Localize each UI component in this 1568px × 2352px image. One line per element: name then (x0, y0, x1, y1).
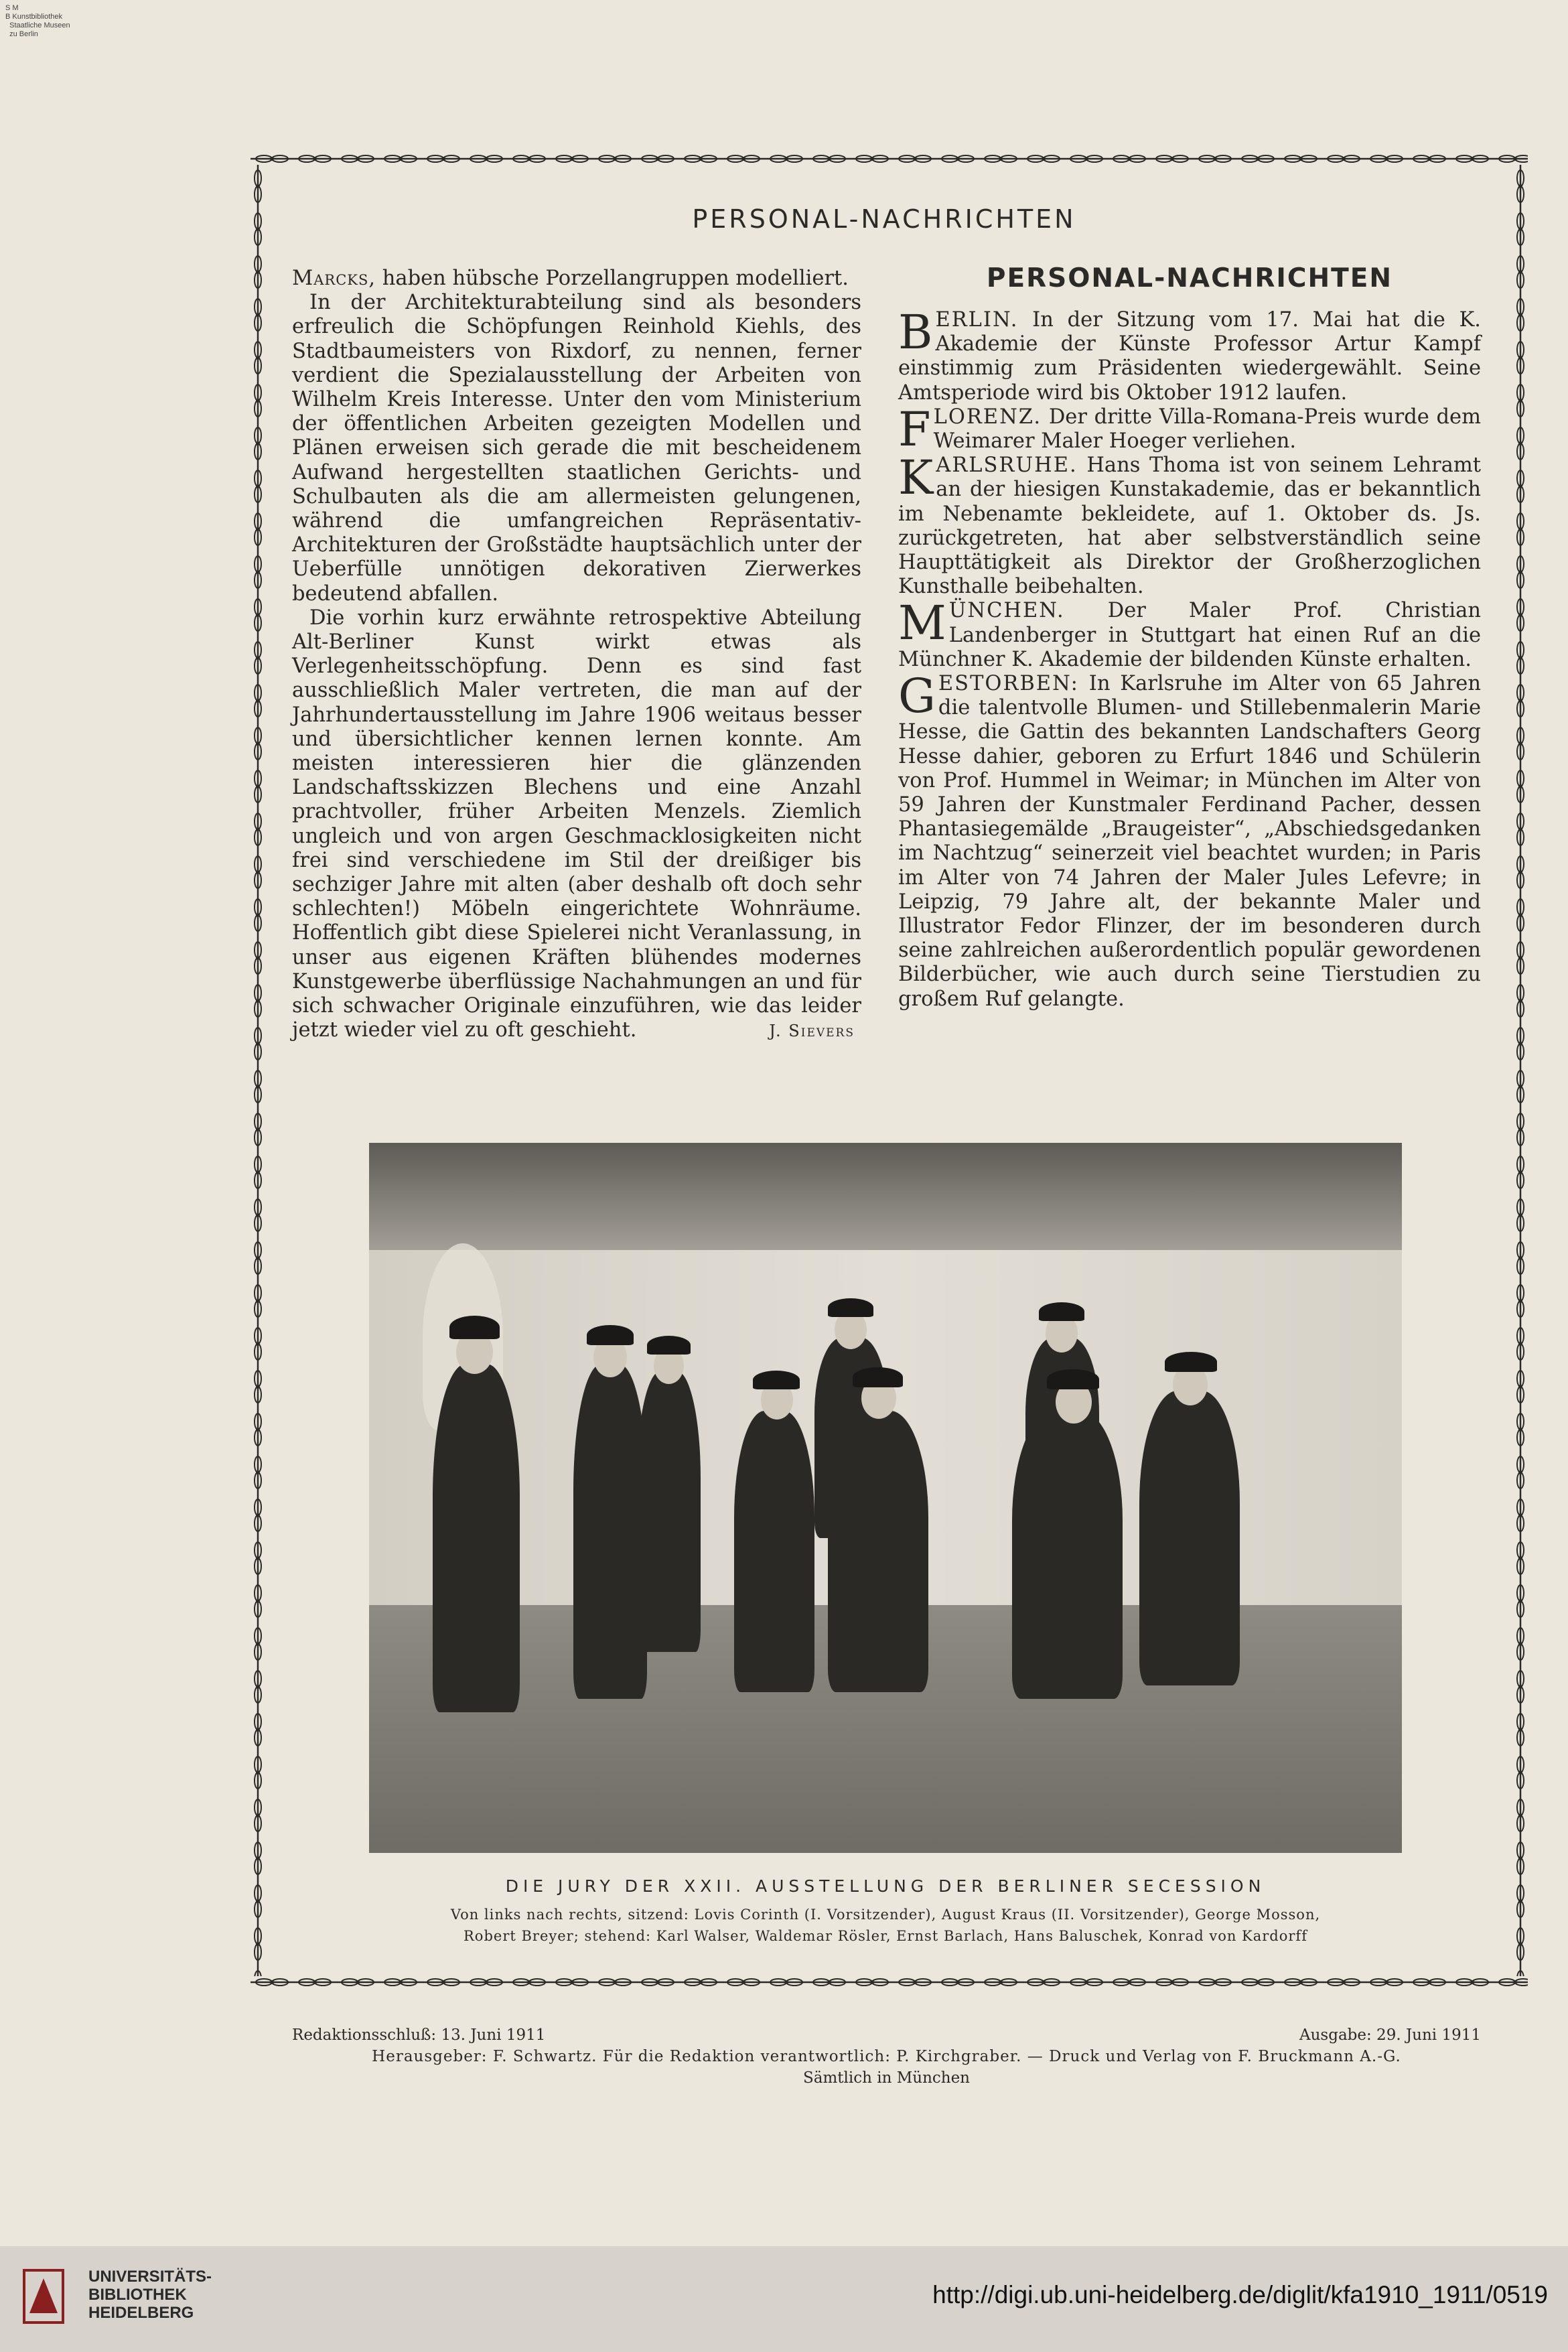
paragraph: Die vorhin kurz erwähnte retrospektive Abteilung Alt-Berliner Kunst wirkt etwas als Verlegenheitsschöpfung. Denn es sind fast ausschließlich Maler vertreten, die man auf der Jahrhundertausstellung im Jahre 1906 weitaus besser und übersichtlicher kennen lernen konnte. Am meisten interessieren hier die glänzenden Landschaftsskizzen Blechens und eine Anzahl prachtvoller, früher Arbeiten Menzels. Ziemlich ungleich und von argen Geschmacklosigkeiten nicht frei sind verschiedene im Stil der dreißiger bis sechziger Jahre mit alten (aber deshalb oft doch sehr schlechten!) Möbeln eingerichtete Wohnräume. Hoffentlich gibt diese Spielerei nicht Veranlassung, in unser aus eigenen Kräften blühendes modernes Kunstgewerbe überflüssige Nachahmungen an und für sich schwacher Originale einzuführen, wie das leider jetzt wieder viel zu oft geschieht. (292, 606, 861, 1042)
news-item (898, 305, 1481, 405)
photo-caption-line: Robert Breyer; stehend: Karl Walser, Waldemar Rösler, Ernst Barlach, Hans Baluschek, Konrad von Kardorff (464, 1928, 1307, 1944)
photo-person (828, 1411, 928, 1692)
right-column (898, 263, 1481, 1012)
library-logo-icon (20, 2266, 67, 2327)
section-title: PERSONAL-NACHRICHTEN (986, 263, 1393, 293)
library-name-line: HEIDELBERG (88, 2304, 194, 2322)
stamp-line: B Kunstbibliothek (5, 13, 62, 21)
photo-person-hat (587, 1325, 634, 1345)
stamp-line: zu Berlin (5, 30, 38, 38)
border-right (1513, 165, 1528, 1976)
library-name-line: BIBLIOTHEK (88, 2286, 187, 2304)
photo-person-hat (449, 1316, 500, 1339)
news-item (898, 669, 1481, 1012)
photo-person-hat (1165, 1352, 1217, 1372)
photo-person-hat (828, 1298, 873, 1317)
place-word: ARLSRUHE. (936, 454, 1078, 478)
border-top (251, 153, 1528, 165)
news-item (898, 596, 1481, 672)
place-word: ESTORBEN: (938, 672, 1079, 696)
photo-person-hat (1047, 1369, 1099, 1389)
photo-person (1012, 1411, 1123, 1699)
library-name (88, 2268, 212, 2322)
drop-cap: K (898, 450, 934, 506)
stamp-line: S M (5, 4, 19, 12)
stamp-line: Staatliche Museen (5, 21, 70, 29)
running-header: PERSONAL-NACHRICHTEN (692, 204, 1076, 234)
imprint-location: Sämtlich in München (802, 2069, 970, 2087)
news-item (898, 401, 1481, 457)
photo-caption-line: Von links nach rechts, sitzend: Lovis Corinth (I. Vorsitzender), August Kraus (II. Vorsitzender), George Mosson, (450, 1907, 1321, 1923)
issue-date: Ausgabe: 29. Juni 1911 (1299, 2026, 1481, 2044)
digitization-bar (0, 2246, 1568, 2352)
permalink[interactable]: http://digi.ub.uni-heidelberg.de/diglit/kfa1910_1911/0519 (932, 2281, 1548, 2308)
photo-person (573, 1364, 647, 1699)
news-text: Der Maler Prof. Christian Landenberger in Stuttgart hat einen Ruf an die Münchner K. Akademie der bildenden Künste erhalten. (898, 599, 1481, 671)
photo-person-hat (647, 1336, 691, 1355)
library-name-line: UNIVERSITÄTS- (88, 2268, 212, 2286)
photo-caption-title: DIE JURY DER XXII. AUSSTELLUNG DER BERLINER SECESSION (505, 1876, 1266, 1896)
imprint-publisher: Herausgeber: F. Schwartz. Für die Redaktion verantwortlich: P. Kirchgraber. — Druck und Verlag von F. Bruckmann A.-G. (372, 2048, 1401, 2065)
border-left (251, 165, 265, 1976)
photo-person (637, 1371, 701, 1652)
drop-cap: B (898, 305, 933, 360)
photo-person (734, 1411, 814, 1692)
library-stamp (5, 4, 70, 39)
place-word: LORENZ. (933, 405, 1042, 429)
paragraph-text: haben hübsche Porzellangruppen modelliert. (376, 267, 849, 290)
place-word: ERLIN. (935, 308, 1019, 332)
news-text: In der Sitzung vom 17. Mai hat die K. Akademie der Künste Professor Artur Kampf einstimmig zum Präsidenten wiedergewählt. Seine Amtsperiode wird bis Oktober 1912 laufen. (898, 308, 1481, 405)
author-signature: J. Sievers (769, 1021, 855, 1040)
photo-person (433, 1364, 520, 1712)
drop-cap: M (898, 596, 946, 651)
place-word: ÜNCHEN. (948, 599, 1065, 623)
photo-ceiling (369, 1143, 1402, 1257)
border-bottom (251, 1976, 1528, 1988)
news-text: Der dritte Villa-Romana-Preis wurde dem Weimarer Maler Hoeger verliehen. (933, 405, 1481, 454)
paragraph: In der Architekturabteilung sind als besonders erfreulich die Schöpfungen Reinhold Kiehls, des Stadtbaumeisters von Rixdorf, zu nennen, ferner verdient die Spezialausstellung der Arbeiten von Wilhelm Kreis Interesse. Unter den vom Ministerium der öffentlichen Arbeiten gezeigten Modellen und Plänen erweisen sich gerade die mit bescheidenem Aufwand hergestellten staatlichen Gerichts- und Schulbauten als die am allermeisten gelungenen, während die umfangreichen Repräsentativ-Architekturen der Großstädte hauptsächlich unter der Ueberfülle unnötigen dekorativen Zierwerkes bedeutend abfallen. (292, 291, 861, 606)
drop-cap: G (898, 669, 936, 724)
paragraph (292, 267, 861, 291)
jury-photograph (369, 1143, 1402, 1853)
news-item (898, 450, 1481, 599)
news-text: Hans Thoma ist von seinem Lehramt an der hiesigen Kunstakademie, das er bekanntlich im Nebenamte bekleidete, auf 1. Oktober ds. Js. zurückgetreten, hat aber selbstverständlich seine Haupttätigkeit als Direktor der Großherzoglichen Kunsthalle beibehalten. (898, 454, 1481, 599)
left-column (292, 267, 861, 1043)
photo-person-hat (1039, 1302, 1084, 1321)
news-text: In Karlsruhe im Alter von 65 Jahren die talentvolle Blumen- und Stillebenmalerin Marie Hesse, die Gattin des bekannten Landschafters Georg Hesse dahier, geboren zu Erfurt 1846 und Schülerin von Prof. Hummel in Weimar; in München im Alter von 59 Jahren der Kunstmaler Ferdinand Pacher, dessen Phantasiegemälde „Braugeister“, „Abschiedsgedanken im Nachtzug“ seinerzeit viel beachtet wurden; in Paris im Alter von 74 Jahren der Maler Jules Lefevre; in Leipzig, 79 Jahre alt, der bekannte Maler und Illustrator Fedor Flinzer, der im besonderen durch seine zahlreichen außerordentlich populär gewordenen Bilderbücher, wie auch durch seine Tierstudien zu großem Ruf gelangte. (898, 672, 1481, 1011)
imprint-dates (292, 2026, 1481, 2044)
photo-person (1139, 1391, 1240, 1685)
drop-cap: F (898, 401, 931, 457)
photo-person-hat (753, 1371, 800, 1389)
editorial-deadline: Redaktionsschluß: 13. Juni 1911 (292, 2026, 546, 2044)
name-smallcaps: Marcks, (292, 267, 376, 290)
photo-person-hat (853, 1367, 903, 1387)
